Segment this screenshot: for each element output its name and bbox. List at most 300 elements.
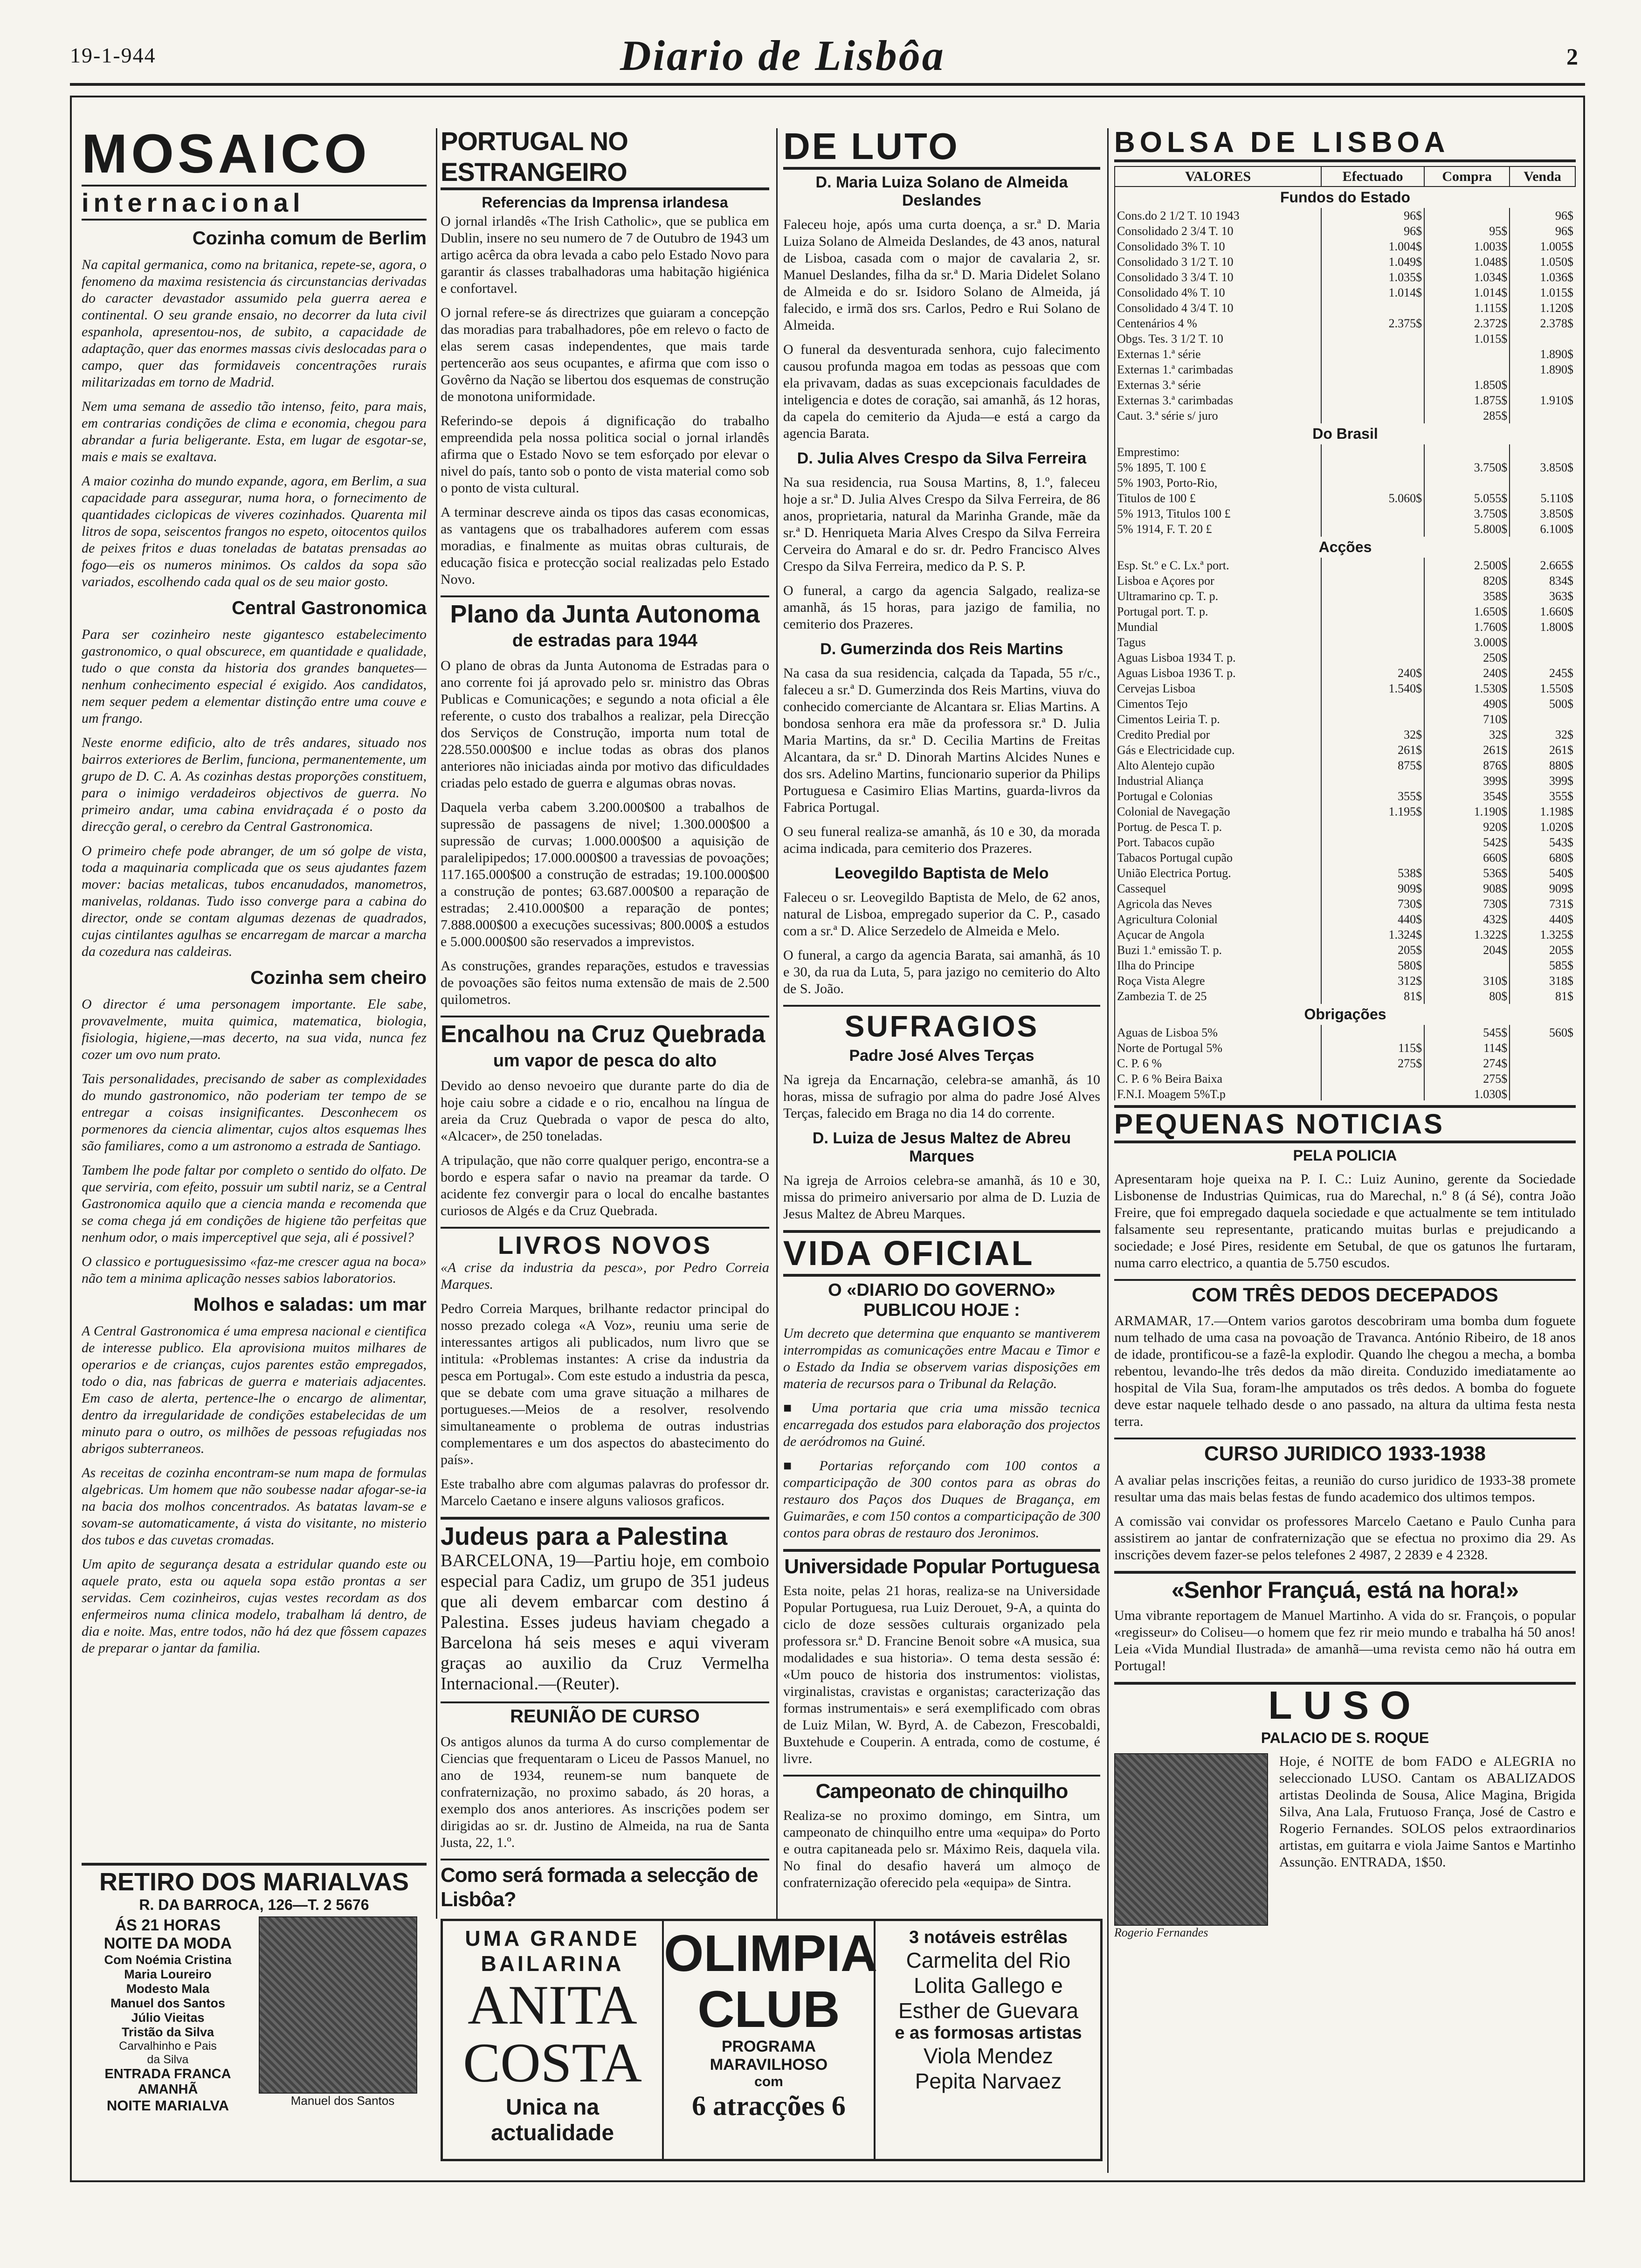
obituary-name: Leovegildo Baptista de Melo: [834, 864, 1049, 882]
bolsa-price-cell: 536$: [1424, 865, 1510, 881]
photo-caption: Rogerio Fernandes: [1114, 1926, 1208, 1939]
bolsa-price-cell: [1510, 635, 1575, 650]
bolsa-price-cell: [1321, 604, 1424, 619]
bolsa-price-cell: 285$: [1424, 408, 1510, 423]
paragraph: Um apito de segurança desata a estridular quando este ou aquele prato, esta ou aquela sopa estão prontas a ser servidas. Cem cozinheiros, cujas vestes recordam as dos enfermeiros numa clinica modelo, trabalham lá dentro, de dia e noite. Mas, entre todos, não há dez que fôssem capazes de preparar o jantar da familia.: [82, 1556, 427, 1656]
bolsa-price-cell: [1510, 475, 1575, 491]
ad-line: PROGRAMA MARAVILHOSO: [710, 2038, 828, 2074]
ad-line: ANITA: [468, 1974, 637, 2036]
bolsa-price-cell: 490$: [1424, 696, 1510, 712]
bolsa-price-cell: 355$: [1321, 788, 1424, 804]
table-row: [1115, 208, 1575, 223]
bolsa-price-cell: [1510, 408, 1575, 423]
paragraph: O primeiro chefe pode abranger, de um só golpe de vista, toda a maquinaria complicada que os seus ajudantes fazem mover: bacias metalicas, tubos encanudados, manometros, manivelas, roldanas. Tudo isso converge para a cabina do director, onde se contam algumas dezenas de quadrados, cujas cintilantes agulhas se encarregam de marcar a marcha da cozedura nas caldeiras.: [82, 843, 427, 959]
table-row: [1115, 377, 1575, 393]
sufragio-name: D. Luiza de Jesus Maltez de Abreu Marques: [812, 1129, 1071, 1165]
bolsa-price-cell: [1510, 1040, 1575, 1056]
bolsa-price-cell: [1321, 712, 1424, 727]
table-row: [1115, 254, 1575, 270]
table-row: [1115, 1071, 1575, 1086]
bolsa-price-cell: 440$: [1510, 912, 1575, 927]
bolsa-price-cell: 80$: [1424, 989, 1510, 1004]
bolsa-price-cell: 1.650$: [1424, 604, 1510, 619]
bolsa-price-cell: 205$: [1321, 942, 1424, 958]
bolsa-price-cell: 1.875$: [1424, 393, 1510, 408]
bolsa-price-cell: [1321, 650, 1424, 665]
bolsa-security-name: Açucar de Angola: [1115, 927, 1321, 942]
bolsa-security-name: Consolidado 4 3/4 T. 10: [1115, 300, 1321, 316]
bolsa-security-name: Colonial de Navegação: [1115, 804, 1321, 819]
table-row: [1115, 727, 1575, 742]
paragraph: Um decreto que determina que enquanto se mantiverem interrompidas as comunicações entre Macau e Timor e o Estado da India se observem varias disposições em materia de recursos para o Tribunal da Relação.: [783, 1326, 1100, 1391]
paragraph: O seu funeral realiza-se amanhã, ás 10 e 30, da morada acima indicada, para cemiterio dos Prazeres.: [783, 824, 1100, 856]
bolsa-price-cell: 275$: [1424, 1071, 1510, 1086]
paragraph: ■ Portarias reforçando com 100 contos a comparticipação de 300 contos para as obras do restauro dos Paços dos Duques de Bragança, em Guimarães, e com 150 contos a comparticipação de 300 contos para obras de restauro dos Jeronimos.: [783, 1458, 1100, 1541]
bolsa-price-cell: 1.014$: [1321, 285, 1424, 300]
paragraph: Faleceu o sr. Leovegildo Baptista de Melo, de 62 anos, natural de Lisboa, empregado superior da C. P., casado com a sr.ª D. Alice Serzedelo de Almeida e Melo.: [783, 890, 1100, 939]
ad-line: Manuel dos Santos: [110, 1996, 226, 2010]
bolsa-security-name: Gás e Electricidade cup.: [1115, 742, 1321, 758]
bolsa-price-cell: 1.005$: [1510, 239, 1575, 254]
bolsa-price-cell: 730$: [1321, 896, 1424, 912]
bolsa-security-name: Obgs. Tes. 3 1/2 T. 10: [1115, 331, 1321, 346]
bolsa-price-cell: 96$: [1510, 223, 1575, 239]
bolsa-price-cell: 3.750$: [1424, 460, 1510, 475]
table-row: [1115, 865, 1575, 881]
bolsa-price-cell: 432$: [1424, 912, 1510, 927]
anita-costa-ad: [443, 1921, 664, 2159]
ad-line: Júlio Vieitas: [131, 2011, 205, 2025]
ad-line: Pepita Narvaez: [915, 2069, 1062, 2093]
paragraph: A Central Gastronomica é uma empresa nacional e cientifica de interesse publico. Ela aprovisiona muitos milhares de operarios e de crianças, cujos parentes estão empregados, todo o dia, nas fabricas de guerra e materiais adjacentes. Em caso de alerta, pertence-lhe o encargo de alimentar, dentro da irregularidade de condições estabelecidas de um minuto para o outro, os milhões de pessoas refugiadas nos abrigos subterraneos.: [82, 1323, 427, 1456]
column-divider: [776, 128, 778, 1919]
bolsa-group-heading: Obrigações: [1115, 1004, 1575, 1025]
table-row: [1115, 239, 1575, 254]
table-row: [1115, 270, 1575, 285]
bolsa-price-cell: [1321, 331, 1424, 346]
bolsa-price-cell: [1321, 588, 1424, 604]
table-row: [1115, 896, 1575, 912]
bolsa-price-cell: 2.665$: [1510, 558, 1575, 573]
bolsa-security-name: Ilha do Principe: [1115, 958, 1321, 973]
bolsa-price-cell: [1321, 1025, 1424, 1040]
bolsa-security-name: Roça Vista Alegre: [1115, 973, 1321, 989]
bolsa-price-cell: 240$: [1321, 665, 1424, 681]
paragraph: Pedro Correia Marques, brilhante redactor principal do nosso prezado colega «A Voz», reuniu uma serie de interessantes artigos ali publicados, num livro que se intitula: «Problemas instantes: A crise da industria da pesca em Portugal». Com este estudo a industria da pesca, que se debate com uma grave situação a milhares de portugueses.—Meios de a resolver, resolvendo simultaneamente o problema de outras industrias complementares e um dos aspectos do abastecimento do país».: [441, 1301, 769, 1467]
bolsa-security-name: Consolidado 3% T. 10: [1115, 239, 1321, 254]
bolsa-price-cell: 834$: [1510, 573, 1575, 588]
table-row: [1115, 408, 1575, 423]
table-row: [1115, 1056, 1575, 1071]
judeus-title: Judeus para a Palestina: [441, 1517, 769, 1550]
pequenas-title: PEQUENAS NOTICIAS: [1114, 1105, 1576, 1143]
paragraph: As construções, grandes reparações, estudos e travessias de povoações são feitos numa extensão de mais de 2.500 quilometros.: [441, 958, 769, 1007]
sufragio-name: Padre José Alves Terças: [849, 1047, 1034, 1065]
table-row: [1115, 460, 1575, 475]
bolsa-price-cell: 1.034$: [1424, 270, 1510, 285]
bolsa-security-name: Externas 3.ª carimbadas: [1115, 393, 1321, 408]
table-row: [1115, 696, 1575, 712]
bolsa-price-cell: 538$: [1321, 865, 1424, 881]
bolsa-price-cell: 1.190$: [1424, 804, 1510, 819]
bolsa-price-cell: [1321, 377, 1424, 393]
bolsa-price-cell: 81$: [1510, 989, 1575, 1004]
plano-title: Plano da Junta Autonoma: [441, 595, 769, 628]
paragraph: Daquela verba cabem 3.200.000$00 a trabalhos de supressão de passagens de nivel; 1.300.000$00 a supressão de curvas; 1.000.000$00 a aquisição de paralelipipedos; 17.000.000$00 a travessias de povoações; 117.165.000$00 a construção de estradas; 19.100.000$00 a construção de pontes; 63.687.000$00 a reparação de estradas; 2.410.000$00 a reparação de pontes; 7.888.000$00 a execuções sucessivas; 800.000$ a estudos e 5.000.000$00 são reservados a imprevistos.: [441, 800, 769, 949]
bolsa-price-cell: 820$: [1424, 573, 1510, 588]
bolsa-price-cell: 543$: [1510, 835, 1575, 850]
table-row: [1115, 521, 1575, 537]
section-heading: Cozinha sem cheiro: [250, 968, 427, 988]
obituary-name: D. Maria Luiza Solano de Almeida Deslandes: [815, 173, 1068, 209]
ad-line: Carvalhinho e Pais: [119, 2040, 217, 2053]
bolsa-price-cell: 1.015$: [1510, 285, 1575, 300]
bolsa-price-cell: [1424, 958, 1510, 973]
bolsa-price-cell: 909$: [1321, 881, 1424, 896]
bolsa-price-cell: 399$: [1424, 773, 1510, 788]
paragraph: O funeral da desventurada senhora, cujo falecimento causou profunda magoa em todas as pessoas que com ela privavam, dadas as suas excepcionais faculdades de inteligencia e dotes de coração, sai amanhã, ás 12 horas, da capela do cemiterio da Ajuda—e está a cargo da agencia Barata.: [783, 342, 1100, 441]
bolsa-price-cell: 730$: [1424, 896, 1510, 912]
bolsa-price-cell: [1321, 835, 1424, 850]
bolsa-price-cell: 1.760$: [1424, 619, 1510, 635]
artistas-ad: [876, 1921, 1100, 2159]
luto-title: DE LUTO: [783, 126, 1100, 170]
bolsa-security-name: Esp. St.º e C. Lx.ª port.: [1115, 558, 1321, 573]
paragraph: Tais personalidades, precisando de saber as complexidades do mundo gastronomico, não poderiam ter tempo de se entregar a coisas insignificantes. Desconhecem os pormenores da ciencia alimentar, cujos altos esquemas lhes são familiares, como a um astronomo a estrada de Santiago.: [82, 1071, 427, 1154]
luso-sub: PALACIO DE S. ROQUE: [1261, 1729, 1429, 1746]
paragraph: A avaliar pelas inscrições feitas, a reunião do curso juridico de 1933-38 promete resultar uma das mais belas festas de fundo academico dos ultimos tempos.: [1114, 1473, 1576, 1505]
bolsa-security-name: União Electrica Portug.: [1115, 865, 1321, 881]
bolsa-price-cell: 318$: [1510, 973, 1575, 989]
table-row: [1115, 665, 1575, 681]
bolsa-price-cell: [1321, 408, 1424, 423]
bolsa-price-cell: [1424, 444, 1510, 460]
bolsa-price-cell: [1321, 573, 1424, 588]
bolsa-price-cell: [1510, 444, 1575, 460]
bolsa-price-cell: 96$: [1321, 223, 1424, 239]
table-row: [1115, 819, 1575, 835]
ad-address: R. DA BARROCA, 126—T. 2 5676: [139, 1896, 369, 1913]
paragraph: A terminar descreve ainda os tipos das casas economicas, as vantagens que os trabalhadores auferem com essas moradias, e finalmente as muitas obras culturais, de educação fisica e protecção social realizadas pelo Estado Novo.: [441, 505, 769, 587]
bolsa-security-name: Aguas Lisboa 1936 T. p.: [1115, 665, 1321, 681]
bolsa-price-cell: 5.800$: [1424, 521, 1510, 537]
bolsa-security-name: 5% 1913, Titulos 100 £: [1115, 506, 1321, 521]
table-row: [1115, 362, 1575, 377]
bolsa-price-cell: 1.198$: [1510, 804, 1575, 819]
section-heading: Molhos e saladas: um mar: [193, 1294, 427, 1315]
paragraph: Os antigos alunos da turma A do curso complementar de Ciencias que frequentaram o Liceu de Passos Manuel, no ano de 1934, reunem-se num banquete de confraternização, no proximo sabado, ás 20 horas, a exemplo dos anos anteriores. As inscrições podem ser dirigidas ao sr. dr. Justino de Almeida, na rua de Santa Justa, 22, 1.º.: [441, 1734, 769, 1850]
bolsa-price-cell: 1.036$: [1510, 270, 1575, 285]
header-rule: [70, 83, 1585, 86]
bolsa-price-cell: 1.325$: [1510, 927, 1575, 942]
paragraph: O jornal refere-se ás directrizes que guiaram a concepção das moradias para trabalhadores, pôe em relevo o facto de elas serem casas independentes, que mais tarde pertencerão aos seus ocupantes, e afirma que com isso o Govêrno da Nação se libertou dos esquemas de construção de monotona uniformidade.: [441, 305, 769, 404]
bolsa-price-cell: [1321, 1086, 1424, 1100]
bolsa-security-name: Agricultura Colonial: [1115, 912, 1321, 927]
bolsa-price-cell: [1321, 300, 1424, 316]
bolsa-price-cell: [1424, 362, 1510, 377]
bolsa-price-cell: 115$: [1321, 1040, 1424, 1056]
paragraph: O director é uma personagem importante. Ele sabe, provavelmente, muita quimica, matematica, biologia, fisiologia, higiene,—mas decerto, na sua vida, nunca fez cozer um ovo num prato.: [82, 996, 427, 1062]
bolsa-security-name: Aguas de Lisboa 5%: [1115, 1025, 1321, 1040]
bolsa-price-cell: 3.000$: [1424, 635, 1510, 650]
table-row: [1115, 604, 1575, 619]
bolsa-price-cell: [1321, 393, 1424, 408]
bolsa-price-cell: 261$: [1321, 742, 1424, 758]
bolsa-price-cell: 1.550$: [1510, 681, 1575, 696]
photo-caption: Manuel dos Santos: [290, 2094, 395, 2108]
paragraph: O plano de obras da Junta Autonoma de Estradas para o ano corrente foi já aprovado pelo sr. ministro das Obras Publicas e Comunicações; e segundo a nota oficial a êle referente, o custo dos trabalhos a realizar, pela Direcção dos Serviços de Construção, importa num total de 228.550.000$00 e inclue todas as obras dos planos anteriores não iniciadas ainda por motivo das dificuldades criadas pelo estado de guerra e algumas obras novas.: [441, 658, 769, 791]
bolsa-price-cell: 5.110$: [1510, 491, 1575, 506]
bolsa-group-heading: Acções: [1115, 537, 1575, 558]
franca-title: «Senhor Françuá, está na hora!»: [1114, 1571, 1576, 1604]
bolsa-price-cell: [1510, 1071, 1575, 1086]
table-row: [1115, 912, 1575, 927]
bolsa-security-name: Norte de Portugal 5%: [1115, 1040, 1321, 1056]
bolsa-price-cell: 240$: [1424, 665, 1510, 681]
table-row: [1115, 804, 1575, 819]
bolsa-price-cell: 1.120$: [1510, 300, 1575, 316]
bolsa-price-cell: [1510, 650, 1575, 665]
ad-line: COSTA: [463, 2032, 642, 2094]
paragraph: Faleceu hoje, após uma curta doença, a sr.ª D. Maria Luiza Solano de Almeida Deslandes, de 43 anos, natural de Lisboa, casada com o major de cavalaria 2, sr. Manuel Deslandes, filha da sr.ª D. Maria Didelet Solano de Almeida e do sr. Isidoro Solano de Almeida, já falecido, e irmã dos srs. Carlos, Pedro e Rui Solano de Almeida.: [783, 217, 1100, 333]
bolsa-price-cell: 440$: [1321, 912, 1424, 927]
section-heading: Cozinha comum de Berlim: [192, 228, 427, 249]
portugal-title: PORTUGAL NO ESTRANGEIRO: [441, 126, 769, 190]
bolsa-price-cell: 2.378$: [1510, 316, 1575, 331]
bolsa-price-cell: 3.850$: [1510, 506, 1575, 521]
ad-line: 6 atracções 6: [692, 2090, 846, 2121]
bolsa-price-cell: [1424, 475, 1510, 491]
page-number: 2: [1566, 43, 1578, 69]
retiro-marialvas-ad: [82, 1863, 427, 2143]
bolsa-price-cell: 6.100$: [1510, 521, 1575, 537]
bolsa-security-name: C. P. 6 %: [1115, 1056, 1321, 1071]
bolsa-price-cell: [1321, 444, 1424, 460]
bolsa-price-cell: 580$: [1321, 958, 1424, 973]
bolsa-security-name: Centenários 4 %: [1115, 316, 1321, 331]
bolsa-price-cell: [1321, 521, 1424, 537]
table-row: [1115, 475, 1575, 491]
paragraph: O funeral, a cargo da agencia Barata, sai amanhã, ás 10 e 30, da rua da Luta, 5, para jazigo no cemiterio do Alto de S. João.: [783, 947, 1100, 996]
olimpia-club-ad: [664, 1921, 876, 2159]
bolsa-price-cell: [1321, 635, 1424, 650]
bolsa-security-name: Portug. de Pesca T. p.: [1115, 819, 1321, 835]
paragraph: Realiza-se no proximo domingo, em Sintra, um campeonato de chinquilho entre uma «equipa» do Porto e outra capitaneada pelo sr. Máximo Reis, daquela vila. No final do desafio haverá um almoço de confraternização oferecido pela «equipa» de Sintra.: [783, 1808, 1100, 1890]
paragraph: A tripulação, que não corre qualquer perigo, encontra-se a bordo e espera safar o navio na preamar da tarde. O acidente fez convergir para o local do encalhe bastantes curiosos de Algés e da Cruz Quebrada.: [441, 1153, 769, 1218]
bolsa-price-cell: 5.060$: [1321, 491, 1424, 506]
bolsa-security-name: Portugal port. T. p.: [1115, 604, 1321, 619]
ad-line: ÁS 21 HORAS: [115, 1916, 221, 1934]
paragraph: Nem uma semana de assedio tão intenso, feito, para mais, em contrarias condições de clima e economia, chegou para abrandar a furia beligerante. Esta, em lugar de esgotar-se, mais e mais se exaltava.: [82, 399, 427, 464]
bolsa-price-cell: 680$: [1510, 850, 1575, 865]
bolsa-security-name: Cervejas Lisboa: [1115, 681, 1321, 696]
bolsa-price-cell: 32$: [1424, 727, 1510, 742]
paragraph: Para ser cozinheiro neste gigantesco estabelecimento gastronomico, o qual obscurece, em quantidade e qualidade, tudo o que consta da historia dos grandes banquetes—nenhum conhecimento especial é exigido. Aos candidatos, nem sequer pedem a elementar distinção entre uma couve e um frango.: [82, 627, 427, 726]
bolsa-price-cell: 1.003$: [1424, 239, 1510, 254]
paragraph: Apresentaram hoje queixa na P. I. C.: Luiz Aunino, gerente da Sociedade Lisbonense de Industrias Quimicas, rua do Marechal, n.º 8 (á Sé), contra João Freire, que foi empregado daquela sociedade e que actualmente se tem intitulado falsamente seu representante, praticando muitas burlas e prejudicando a sociedade; e José Pires, residente em Setubal, de que os gatunos lhe furtaram, numa carro electrico, a quantia de 5.750 escudos.: [1114, 1171, 1576, 1271]
bolsa-price-cell: 1.660$: [1510, 604, 1575, 619]
bolsa-price-cell: 585$: [1510, 958, 1575, 973]
bolsa-security-name: Agricola das Neves: [1115, 896, 1321, 912]
bolsa-price-cell: 540$: [1510, 865, 1575, 881]
bolsa-table: [1114, 166, 1576, 1100]
bolsa-price-cell: [1510, 712, 1575, 727]
ad-line: Modesto Mala: [126, 1982, 210, 1996]
table-row: [1115, 942, 1575, 958]
bolsa-group-heading: Fundos do Estado: [1115, 187, 1575, 208]
ad-line: Unica na actualidade: [490, 2095, 614, 2145]
table-row: [1115, 958, 1575, 973]
table-row: [1115, 1040, 1575, 1056]
ad-line: NOITE DA MODA: [103, 1935, 232, 1952]
bolsa-price-cell: 542$: [1424, 835, 1510, 850]
bolsa-price-cell: 1.049$: [1321, 254, 1424, 270]
table-row: [1115, 635, 1575, 650]
bolsa-security-name: Consolidado 4% T. 10: [1115, 285, 1321, 300]
bolsa-group-heading: Do Brasil: [1115, 423, 1575, 444]
paragraph: ■ Uma portaria que cria uma missão tecnica encarregada dos estudos para elaboração dos projectos de aeródromos na Guiné.: [783, 1400, 1100, 1449]
bolsa-security-name: Emprestimo:: [1115, 444, 1321, 460]
table-row: [1115, 989, 1575, 1004]
bolsa-price-cell: [1321, 460, 1424, 475]
table-row: [1115, 650, 1575, 665]
ad-line: CLUB: [697, 1981, 840, 2038]
newspaper-title: Diario de Lisbôa: [620, 32, 945, 79]
selecao-title: Como será formada a selecção de Lisbôa?: [441, 1859, 769, 1912]
obituary-name: D. Gumerzinda dos Reis Martins: [820, 640, 1063, 658]
column-header: Venda: [1510, 166, 1575, 187]
bolsa-price-cell: 1.048$: [1424, 254, 1510, 270]
bolsa-price-cell: 310$: [1424, 973, 1510, 989]
bolsa-price-cell: [1321, 558, 1424, 573]
column-header: Compra: [1424, 166, 1510, 187]
bolsa-price-cell: 275$: [1321, 1056, 1424, 1071]
table-row: [1115, 742, 1575, 758]
table-row: [1115, 393, 1575, 408]
luso-title: LUSO: [1114, 1682, 1576, 1726]
bolsa-price-cell: 355$: [1510, 788, 1575, 804]
bolsa-price-cell: 250$: [1424, 650, 1510, 665]
bolsa-price-cell: [1321, 850, 1424, 865]
bolsa-title: BOLSA DE LISBOA: [1114, 126, 1576, 162]
bolsa-price-cell: 114$: [1424, 1040, 1510, 1056]
table-row: [1115, 758, 1575, 773]
chinquilho-title: Campeonato de chinquilho: [783, 1775, 1100, 1804]
bolsa-security-name: Mundial: [1115, 619, 1321, 635]
curso-juridico-title: CURSO JURIDICO 1933-1938: [1114, 1438, 1576, 1466]
column-2: [441, 126, 769, 1916]
bolsa-price-cell: [1510, 1086, 1575, 1100]
bolsa-price-cell: 32$: [1510, 727, 1575, 742]
bolsa-price-cell: 261$: [1424, 742, 1510, 758]
paragraph: A comissão vai convidar os professores Marcelo Caetano e Paulo Cunha para assistirem ao jantar de confraternização que se efectua no proximo dia 29. As inscrições devem fazer-se pelos telefones 2 4987, 2 2839 e 4 2328.: [1114, 1514, 1576, 1563]
bolsa-price-cell: 2.375$: [1321, 316, 1424, 331]
column-header: Efectuado: [1321, 166, 1424, 187]
ad-line: 3 notáveis estrêlas: [909, 1928, 1068, 1947]
table-row: [1115, 1025, 1575, 1040]
bolsa-price-cell: 1.910$: [1510, 393, 1575, 408]
bolsa-price-cell: 1.015$: [1424, 331, 1510, 346]
paragraph: Este trabalho abre com algumas palavras do professor dr. Marcelo Caetano e insere alguns valiosos graficos.: [441, 1476, 769, 1508]
paragraph: Tambem lhe pode faltar por completo o sentido do olfato. De que serviria, com efeito, possuir um subtil nariz, se a Central Gastronomica aquilo que a ciencia manda e recomenda que se coma chega já em condições de higiene tão perfeitas que nenhum odor, o mais imperceptivel que seja, ali é possivel?: [82, 1162, 427, 1245]
bolsa-price-cell: 3.750$: [1424, 506, 1510, 521]
bolsa-price-cell: [1424, 346, 1510, 362]
bolsa-security-name: Zambezia T. de 25: [1115, 989, 1321, 1004]
paragraph: O jornal irlandês «The Irish Catholic», que se publica em Dublin, insere no seu numero de 7 de Outubro de 1943 um artigo acêrca da obra levada a cabo pelo Estado Novo para garantir ás classes trabalhadoras uma habitação higiénica e confortavel.: [441, 214, 769, 296]
bolsa-price-cell: 1.850$: [1424, 377, 1510, 393]
mosaico-subtitle: internacional: [82, 185, 427, 221]
ad-title: RETIRO DOS MARIALVAS: [82, 1863, 427, 1896]
tres-dedos-title: COM TRÊS DEDOS DECEPADOS: [1114, 1279, 1576, 1306]
manuel-santos-photo: [259, 1916, 417, 2094]
vida-sub: PUBLICOU HOJE :: [863, 1300, 1020, 1320]
table-row: [1115, 444, 1575, 460]
paragraph: Na igreja de Arroios celebra-se amanhã, ás 10 e 30, missa do primeiro aniversario por alma de D. Luzia de Jesus Maltez de Abreu Marques.: [783, 1173, 1100, 1222]
bolsa-price-cell: 560$: [1510, 1025, 1575, 1040]
ad-line: com: [754, 2074, 783, 2089]
ad-line: da Silva: [147, 2053, 189, 2066]
ad-line: Maria Loureiro: [124, 1967, 212, 1981]
paragraph: BARCELONA, 19—Partiu hoje, em comboio especial para Cadiz, um grupo de 351 judeus que ali devem embarcar com destino á Palestina. Esses judeus haviam chegado a Barcelona há seis meses e aqui viveram graças ao auxilio da Cruz Vermelha Internacional.—(Reuter).: [441, 1551, 769, 1694]
table-row: [1115, 331, 1575, 346]
bolsa-price-cell: 204$: [1424, 942, 1510, 958]
table-row: [1115, 316, 1575, 331]
ad-line: NOITE MARIALVA: [106, 2097, 229, 2114]
table-row: [1115, 588, 1575, 604]
section-heading: Central Gastronomica: [232, 598, 427, 618]
bolsa-price-cell: 1.322$: [1424, 927, 1510, 942]
column-3: [783, 126, 1100, 1916]
bolsa-price-cell: 1.195$: [1321, 804, 1424, 819]
bolsa-price-cell: 876$: [1424, 758, 1510, 773]
bolsa-price-cell: [1510, 1056, 1575, 1071]
table-row: [1115, 223, 1575, 239]
livros-title: LIVROS NOVOS: [441, 1227, 769, 1259]
paragraph: ARMAMAR, 17.—Ontem varios garotos descobriram uma bomba dum foguete num telhado de uma casa na povoação de Travanca. António Ribeiro, de 18 anos de idade, prontificou-se a fazê-la explodir. Quando lhe chegou a mecha, a bomba rebentou, levando-lhe três dedos da mão direita. Conduzido imediatamente ao hospital de Vila Sua, foram-lhe amputados os três dedos. A bomba do foguete deve estar naquele telhado desde o ano passado, na altura da ultima festa nesta terra.: [1114, 1313, 1576, 1429]
bolsa-price-cell: 731$: [1510, 896, 1575, 912]
paragraph: Neste enorme edificio, alto de três andares, situado nos bairros exteriores de Berlim, funciona, permanentemente, um grupo de D. C. A. As cozinhas destas proporções constituem, para o inimigo verdadeiros objectivos de guerra. No primeiro andar, uma cabina envidraçada é o posto da direcção geral, o cerebro da Central Gastronomica.: [82, 735, 427, 834]
bolsa-price-cell: 880$: [1510, 758, 1575, 773]
bolsa-security-name: Titulos de 100 £: [1115, 491, 1321, 506]
bolsa-price-cell: 1.530$: [1424, 681, 1510, 696]
paragraph: Referindo-se depois á dignificação do trabalho empreendida pela nossa politica social o jornal irlandês afirma que o Estado Novo se tem esforçado por elevar o nivel do país, tanto sob o ponto de vista material como sob o ponto de vista cultural.: [441, 413, 769, 496]
bolsa-price-cell: 363$: [1510, 588, 1575, 604]
bolsa-price-cell: [1321, 346, 1424, 362]
table-row: [1115, 558, 1575, 573]
bolsa-security-name: Consolidado 2 3/4 T. 10: [1115, 223, 1321, 239]
bolsa-price-cell: 1.890$: [1510, 362, 1575, 377]
table-row: [1115, 927, 1575, 942]
bolsa-price-cell: 920$: [1424, 819, 1510, 835]
ad-line: Tristão da Silva: [121, 2025, 214, 2039]
bolsa-security-name: Credito Predial por: [1115, 727, 1321, 742]
bolsa-price-cell: 1.890$: [1510, 346, 1575, 362]
bolsa-price-cell: 545$: [1424, 1025, 1510, 1040]
reuniao-title: REUNIÃO DE CURSO: [441, 1701, 769, 1727]
table-row: [1115, 773, 1575, 788]
paragraph: [441, 1915, 769, 1916]
universidade-title: Universidade Popular Portuguesa: [783, 1549, 1100, 1579]
bolsa-price-cell: 96$: [1321, 208, 1424, 223]
bolsa-price-cell: 95$: [1424, 223, 1510, 239]
bolsa-security-name: F.N.I. Moagem 5%T.p: [1115, 1086, 1321, 1100]
bolsa-price-cell: 2.500$: [1424, 558, 1510, 573]
paragraph: Na capital germanica, como na britanica, repete-se, agora, o fenomeno da maxima resistencia ás circunstancias derivadas do caracter devastador assumido pela guerra aerea e continental. O seu grande ensaio, no decorrer da luta civil espanhola, apresentou-nos, de subito, a capacidade de adaptação, quer das enormes massas civis deslocadas para o campo, quer das formidaveis concentrações rurais militarizadas em torno de Madrid.: [82, 257, 427, 390]
bolsa-price-cell: [1510, 331, 1575, 346]
paragraph: Na igreja da Encarnação, celebra-se amanhã, ás 10 horas, missa de sufragio por alma do padre José Alves Terças, falecido em Braga no dia 14 do corrente.: [783, 1072, 1100, 1121]
bolsa-security-name: Industrial Aliança: [1115, 773, 1321, 788]
bolsa-price-cell: 1.004$: [1321, 239, 1424, 254]
